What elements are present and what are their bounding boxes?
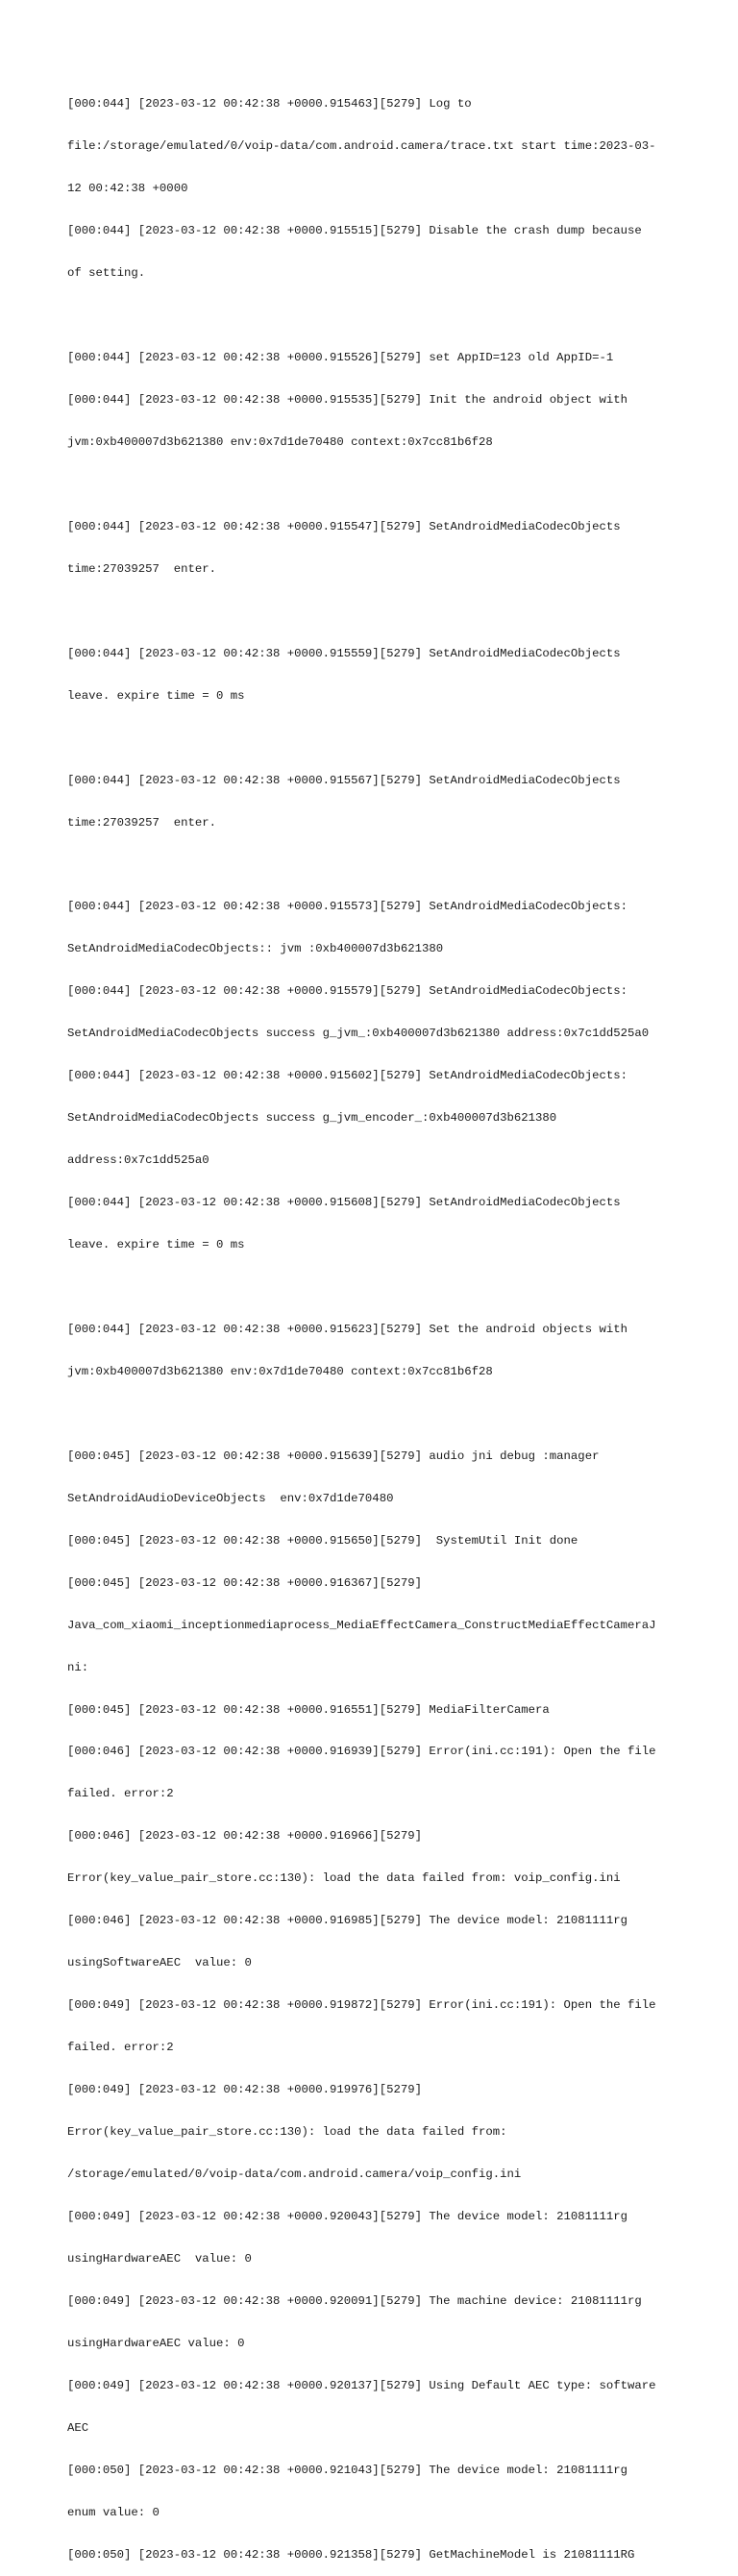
log-line: leave. expire time = 0 ms — [67, 1238, 245, 1252]
log-line: enum value: 0 — [67, 2505, 160, 2519]
log-line: address:0x7c1dd525a0 — [67, 1153, 209, 1168]
log-line: [000:049] [2023-03-12 00:42:38 +0000.920043][5279] The device model: 21081111rg — [67, 2209, 627, 2223]
log-line: [000:046] [2023-03-12 00:42:38 +0000.916985][5279] The device model: 21081111rg — [67, 1914, 627, 1928]
log-line: Error(key_value_pair_store.cc:130): load the data failed from: voip_config.ini — [67, 1871, 621, 1886]
log-line: failed. error:2 — [67, 1787, 174, 1801]
log-line: SetAndroidAudioDeviceObjects env:0x7d1de70480 — [67, 1491, 394, 1505]
log-line: [000:049] [2023-03-12 00:42:38 +0000.919976][5279] — [67, 2083, 422, 2097]
log-line: usingHardwareAEC value: 0 — [67, 2251, 252, 2266]
log-line: Java_com_xiaomi_inceptionmediaprocess_MediaEffectCamera_ConstructMediaEffectCameraJ — [67, 1618, 656, 1632]
log-line: [000:044] [2023-03-12 00:42:38 +0000.915515][5279] Disable the crash dump because — [67, 224, 642, 238]
log-line — [67, 857, 682, 872]
log-line: time:27039257 enter. — [67, 561, 216, 576]
log-line: [000:044] [2023-03-12 00:42:38 +0000.915623][5279] Set the android objects with — [67, 1322, 627, 1336]
log-line: [000:049] [2023-03-12 00:42:38 +0000.920137][5279] Using Default AEC type: software — [67, 2378, 656, 2392]
log-line: SetAndroidMediaCodecObjects:: jvm :0xb400007d3b621380 — [67, 942, 444, 956]
log-line — [67, 1407, 682, 1422]
log-line: [000:045] [2023-03-12 00:42:38 +0000.916551][5279] MediaFilterCamera — [67, 1702, 550, 1717]
log-line: [000:049] [2023-03-12 00:42:38 +0000.920091][5279] The machine device: 21081111rg — [67, 2293, 642, 2308]
log-line: [000:044] [2023-03-12 00:42:38 +0000.915573][5279] SetAndroidMediaCodecObjects: — [67, 900, 627, 914]
log-line: [000:044] [2023-03-12 00:42:38 +0000.915526][5279] set AppID=123 old AppID=-1 — [67, 351, 614, 365]
log-line: leave. expire time = 0 ms — [67, 688, 245, 703]
log-line: Error(key_value_pair_store.cc:130): load the data failed from: — [67, 2125, 507, 2140]
log-line: [000:044] [2023-03-12 00:42:38 +0000.915567][5279] SetAndroidMediaCodecObjects — [67, 773, 621, 787]
log-line — [67, 731, 682, 746]
log-line: [000:045] [2023-03-12 00:42:38 +0000.916367][5279] — [67, 1575, 422, 1590]
log-line — [67, 478, 682, 492]
log-line: /storage/emulated/0/voip-data/com.android.camera/voip_config.ini — [67, 2167, 522, 2182]
log-line: jvm:0xb400007d3b621380 env:0x7d1de70480 context:0x7cc81b6f28 — [67, 434, 493, 449]
log-line: AEC — [67, 2420, 89, 2435]
log-line: [000:044] [2023-03-12 00:42:38 +0000.915608][5279] SetAndroidMediaCodecObjects — [67, 1196, 621, 1210]
log-line: [000:046] [2023-03-12 00:42:38 +0000.916966][5279] — [67, 1829, 422, 1844]
log-line: [000:046] [2023-03-12 00:42:38 +0000.916939][5279] Error(ini.cc:191): Open the file — [67, 1745, 656, 1759]
log-document — [67, 69, 682, 2576]
log-line: of setting. — [67, 266, 146, 281]
log-line: [000:044] [2023-03-12 00:42:38 +0000.915559][5279] SetAndroidMediaCodecObjects — [67, 646, 621, 660]
log-line: failed. error:2 — [67, 2041, 174, 2055]
log-line: [000:044] [2023-03-12 00:42:38 +0000.915535][5279] Init the android object with — [67, 392, 627, 407]
log-line: 12 00:42:38 +0000 — [67, 182, 188, 196]
log-line: [000:045] [2023-03-12 00:42:38 +0000.915650][5279] SystemUtil Init done — [67, 1533, 578, 1548]
log-line — [67, 309, 682, 323]
log-line: time:27039257 enter. — [67, 815, 216, 830]
log-line: file:/storage/emulated/0/voip-data/com.android.camera/trace.txt start time:2023-03- — [67, 139, 656, 154]
log-line: [000:045] [2023-03-12 00:42:38 +0000.915639][5279] audio jni debug :manager — [67, 1449, 600, 1463]
log-line: [000:044] [2023-03-12 00:42:38 +0000.915463][5279] Log to — [67, 97, 472, 111]
log-line: jvm:0xb400007d3b621380 env:0x7d1de70480 context:0x7cc81b6f28 — [67, 1364, 493, 1378]
log-line: [000:044] [2023-03-12 00:42:38 +0000.915547][5279] SetAndroidMediaCodecObjects — [67, 519, 621, 533]
log-line: [000:044] [2023-03-12 00:42:38 +0000.915579][5279] SetAndroidMediaCodecObjects: — [67, 984, 627, 999]
log-line: [000:050] [2023-03-12 00:42:38 +0000.921358][5279] GetMachineModel is 21081111RG — [67, 2547, 635, 2562]
log-line: [000:049] [2023-03-12 00:42:38 +0000.919872][5279] Error(ini.cc:191): Open the file — [67, 1998, 656, 2013]
log-line: ni: — [67, 1660, 89, 1674]
log-line — [67, 1280, 682, 1295]
log-line: usingHardwareAEC value: 0 — [67, 2336, 245, 2350]
log-line — [67, 605, 682, 619]
log-line: [000:050] [2023-03-12 00:42:38 +0000.921043][5279] The device model: 21081111rg — [67, 2463, 627, 2477]
log-line: [000:044] [2023-03-12 00:42:38 +0000.915602][5279] SetAndroidMediaCodecObjects: — [67, 1069, 627, 1083]
log-line: SetAndroidMediaCodecObjects success g_jvm_encoder_:0xb400007d3b621380 — [67, 1111, 557, 1126]
log-line: SetAndroidMediaCodecObjects success g_jvm_:0xb400007d3b621380 address:0x7c1dd525a0 — [67, 1027, 650, 1041]
log-line: usingSoftwareAEC value: 0 — [67, 1956, 252, 1970]
